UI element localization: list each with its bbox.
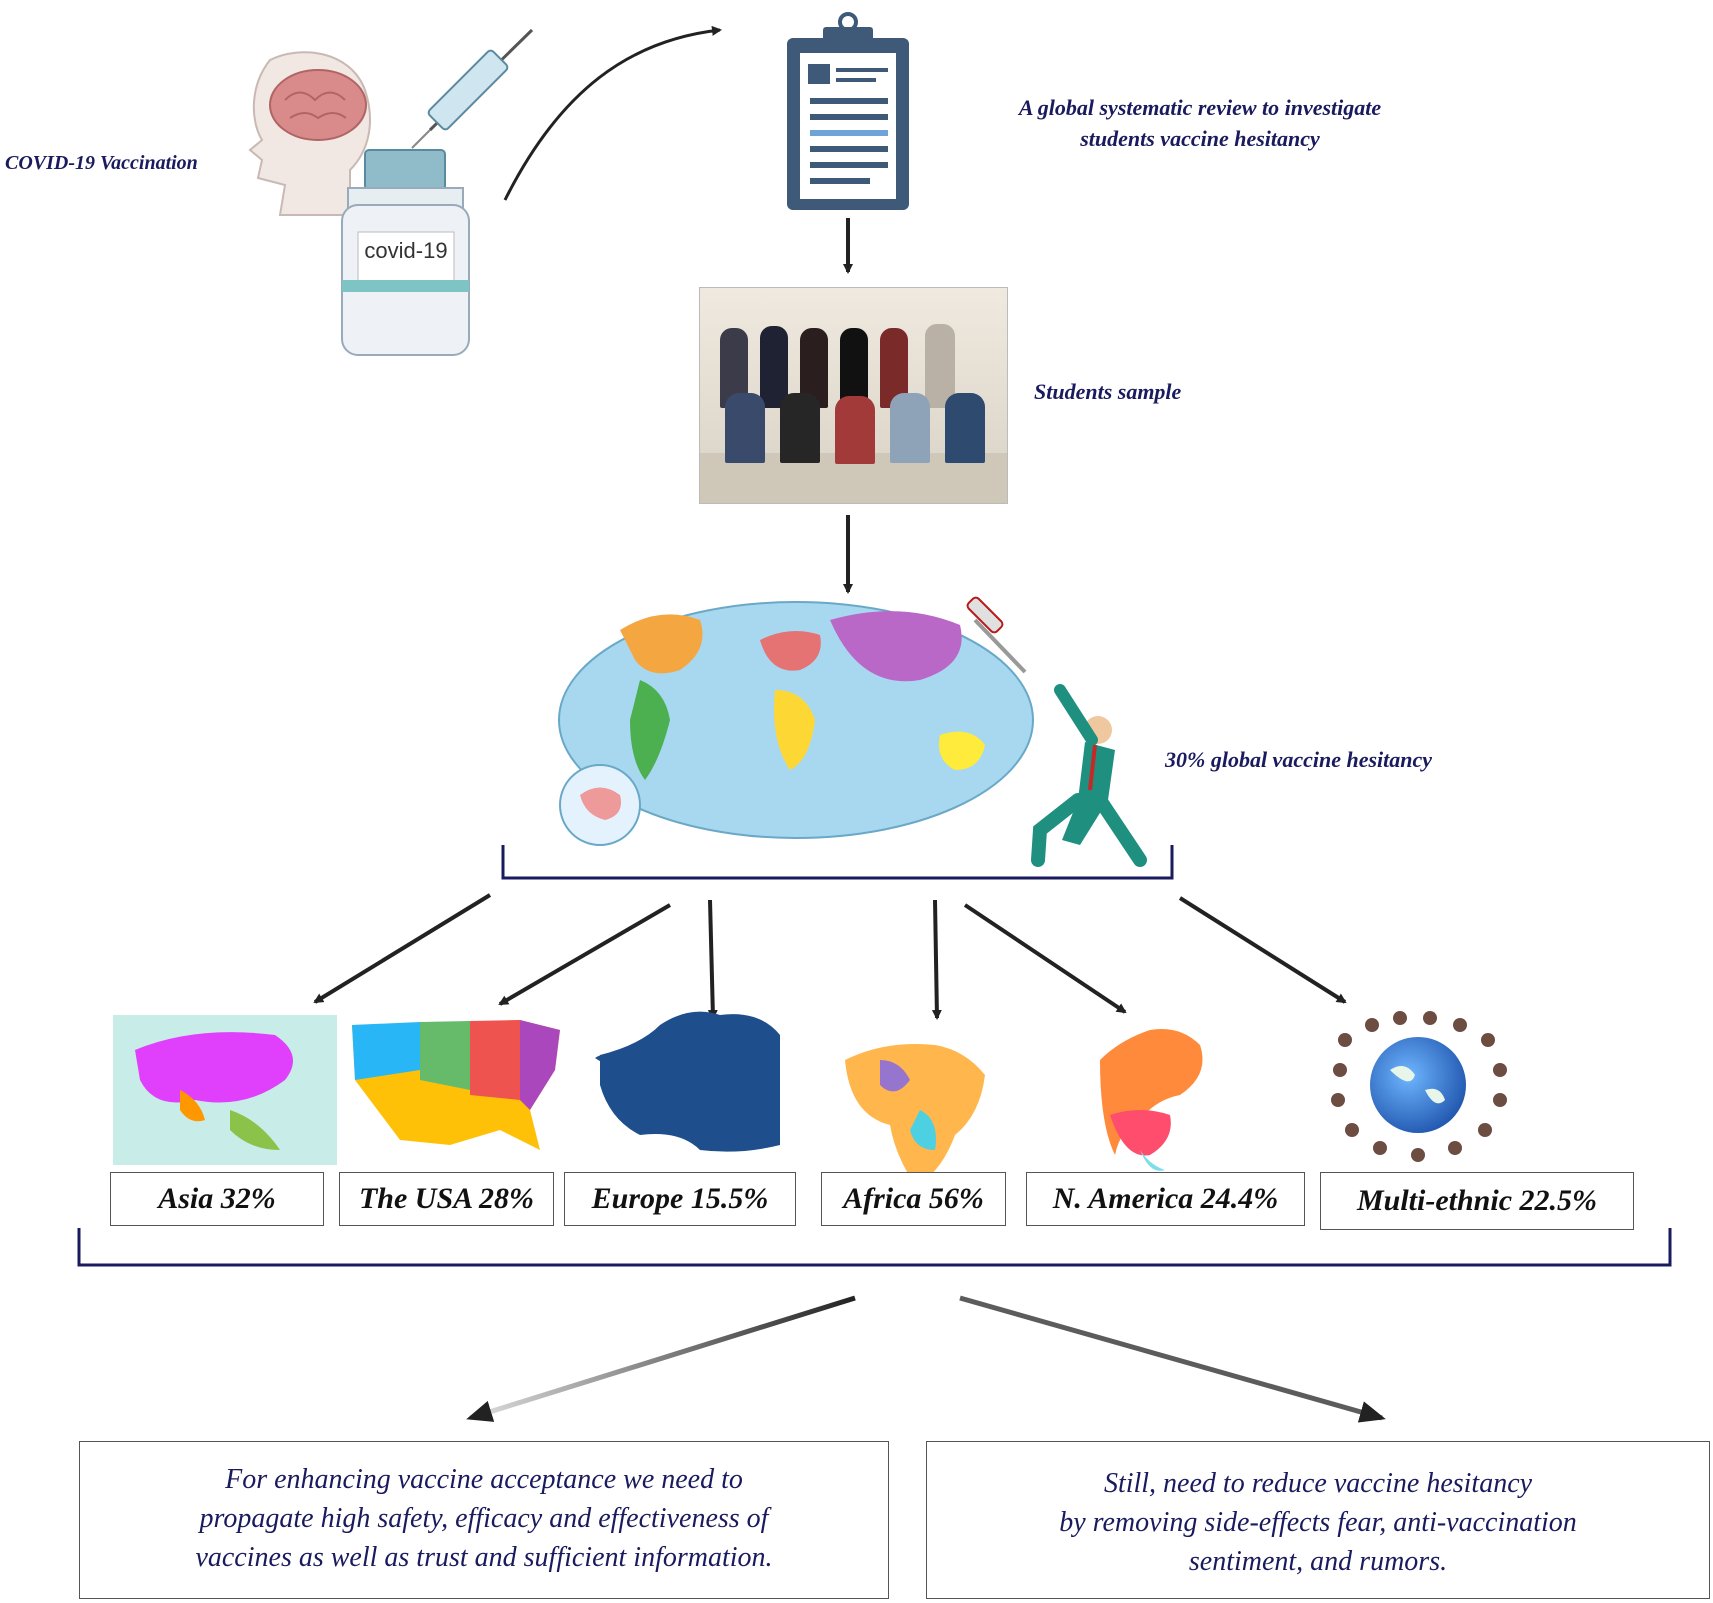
region-label-north-america: N. America 24.4% xyxy=(1026,1172,1305,1226)
conclusion-left xyxy=(79,1441,889,1599)
vial-label: covid-19 xyxy=(364,238,448,263)
europe-map-image xyxy=(595,1012,780,1152)
conclusion-left-line2: propagate high safety, efficacy and effectiveness of xyxy=(199,1503,769,1534)
arrow-to-left-conclusion xyxy=(470,1298,855,1418)
north-america-map-image xyxy=(1100,1029,1203,1171)
region-label-asia: Asia 32% xyxy=(110,1172,324,1226)
conclusion-left-line3: vaccines as well as trust and sufficient information. xyxy=(195,1542,773,1573)
usa-map-image xyxy=(352,1020,560,1150)
upper-bracket xyxy=(503,845,1172,878)
region-label-europe: Europe 15.5% xyxy=(564,1172,796,1226)
arrow-to-right-conclusion xyxy=(960,1298,1382,1418)
region-label-multi-ethnic: Multi-ethnic 22.5% xyxy=(1320,1172,1634,1230)
vaccination-label: COVID-19 Vaccination xyxy=(5,152,198,174)
conclusion-right-line2: by removing side-effects fear, anti-vaccination xyxy=(1059,1507,1577,1538)
clipboard-icon xyxy=(787,14,909,210)
conclusion-right-line1: Still, need to reduce vaccine hesitancy xyxy=(1103,1468,1533,1499)
africa-map-image xyxy=(845,1044,985,1185)
region-arrows xyxy=(315,895,1345,1018)
world-map-image xyxy=(559,602,1033,845)
curved-arrow xyxy=(505,30,720,200)
multi-ethnic-globe-image xyxy=(1331,1011,1507,1162)
global-hesitancy-label: 30% global vaccine hesitancy xyxy=(1165,747,1433,772)
students-sample-label: Students sample xyxy=(1034,379,1182,404)
region-label-africa: Africa 56% xyxy=(821,1172,1006,1226)
review-title-line1: A global systematic review to investigate xyxy=(1018,95,1382,120)
conclusion-right-line3: sentiment, and rumors. xyxy=(1188,1546,1448,1577)
students-sample-photo xyxy=(699,287,1008,504)
conclusion-left-line1: For enhancing vaccine acceptance we need to xyxy=(225,1464,743,1495)
lower-bracket xyxy=(79,1228,1670,1265)
review-title-line2: students vaccine hesitancy xyxy=(1080,126,1320,151)
conclusion-right xyxy=(926,1441,1710,1599)
syringe-icon xyxy=(412,30,532,148)
asia-map-image xyxy=(113,1015,337,1165)
review-title xyxy=(940,92,1460,154)
region-label-usa: The USA 28% xyxy=(339,1172,554,1226)
